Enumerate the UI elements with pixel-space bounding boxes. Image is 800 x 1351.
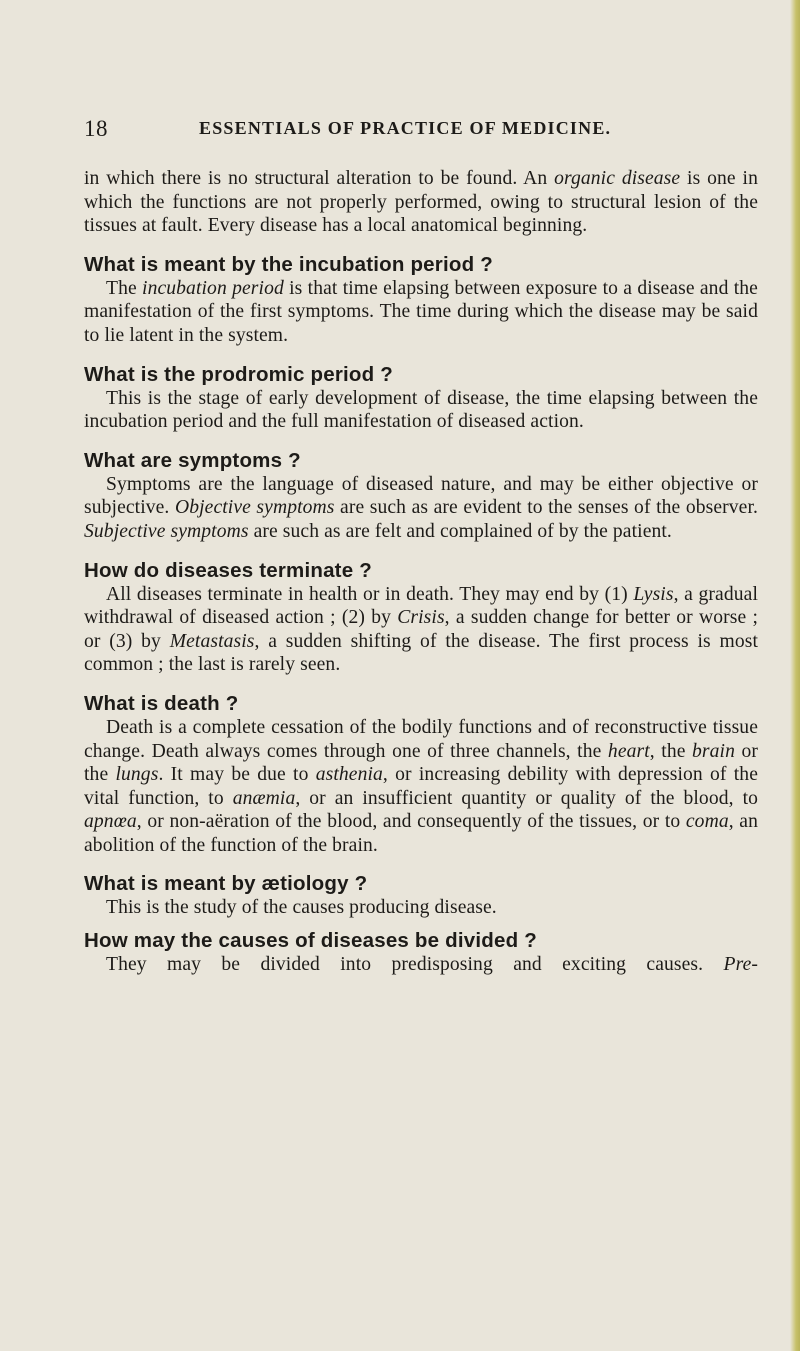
emphasis-term: Objective symptoms <box>174 497 335 519</box>
emphasis-term: Metastasis <box>169 630 255 652</box>
emphasis-term: brain <box>692 740 735 762</box>
emphasis-term: Subjective symptoms <box>84 520 249 542</box>
text-run: , or an insufficient quantity or quality of the blood, to <box>295 787 759 809</box>
emphasis-term: Pre- <box>723 954 758 976</box>
text-run: Symptoms are the language of diseased nature, and may be either objective or subjective. <box>84 473 758 519</box>
text-run: The <box>106 277 143 299</box>
answer-paragraph <box>84 896 758 920</box>
page-body <box>84 167 758 991</box>
text-run: Death is a complete cessation of the bodily functions and of reconstructive tissue change. Death always comes through one of three channels, the <box>84 716 758 762</box>
text-run: , the <box>649 740 693 762</box>
text-run: This is the stage of early development of disease, the time elapsing between the incubation period and the full manifestation of diseased action. <box>84 387 758 433</box>
answer-paragraph <box>84 583 758 677</box>
page-edge <box>790 0 800 1351</box>
section-death <box>84 691 758 858</box>
emphasis-term: lungs <box>115 764 159 786</box>
emphasis-term: anæmia <box>232 787 296 809</box>
text-run: are such as are evident to the senses of the observer. <box>334 497 759 519</box>
text-run: This is the study of the causes producing disease. <box>106 897 497 919</box>
question-heading: How do diseases terminate ? <box>84 558 372 582</box>
text-run: . It may be due to <box>158 764 316 786</box>
question-heading: What is meant by the incubation period ? <box>84 252 493 276</box>
page-number: 18 <box>84 116 108 141</box>
emphasis-term: incubation period <box>142 277 284 299</box>
emphasis-term: asthenia <box>315 764 383 786</box>
section-symptoms <box>84 448 758 544</box>
emphasis-term: coma <box>685 811 729 833</box>
text-run: , a sudden change for better or worse ; or (3) by <box>84 607 758 652</box>
text-run: , an abolition of the function of the brain. <box>84 811 758 856</box>
text-run: , a sudden shifting of the disease. The first process is most common ; the last is rarely seen. <box>84 630 758 676</box>
text-run: , or non-aëration of the blood, and consequently of the tissues, or to <box>136 811 686 833</box>
emphasis-term: apnœa <box>84 811 137 833</box>
answer-paragraph <box>84 387 758 434</box>
running-title: ESSENTIALS OF PRACTICE OF MEDICINE. <box>199 118 612 138</box>
section-causes-divided <box>84 928 758 977</box>
text-run: , or increasing debility with depression of the vital function, to <box>84 764 758 809</box>
answer-paragraph <box>84 473 758 544</box>
intro-paragraph <box>84 167 758 238</box>
emphasis-term: heart <box>607 740 650 762</box>
text-run: in which there is no structural alteration to be found. An <box>84 168 555 189</box>
section-aetiology <box>84 871 758 920</box>
text-run: or the <box>84 740 759 786</box>
section-prodromic-period <box>84 362 758 434</box>
text-run: is one in which the functions are not properly performed, owing to structural lesion of the tissues at fault. Every disease has a local anatomical beginning. <box>84 168 758 237</box>
question-heading: What is meant by ætiology ? <box>84 872 368 896</box>
text-run: All diseases terminate in health or in death. They may end by (1) <box>106 583 634 605</box>
section-terminate <box>84 558 758 677</box>
section-incubation-period <box>84 252 758 348</box>
question-heading: What is the prodromic period ? <box>84 362 393 386</box>
question-heading: How may the causes of diseases be divided ? <box>84 929 537 953</box>
text-run: They may be divided into predisposing and exciting causes. <box>106 954 724 976</box>
running-header <box>84 116 756 144</box>
text-run: is that time elapsing between exposure to a disease and the manifestation of the first symptoms. The time during which the disease may be said to lie latent in the system. <box>84 277 758 346</box>
emphasis-term: Lysis <box>633 583 674 605</box>
emphasis-term: organic disease <box>554 168 681 189</box>
text-run: , a gradual withdrawal of diseased action ; (2) by <box>84 583 758 629</box>
answer-paragraph <box>84 716 758 858</box>
question-heading: What is death ? <box>84 691 239 715</box>
answer-paragraph <box>84 953 758 977</box>
question-heading: What are symptoms ? <box>84 448 301 472</box>
text-run: are such as are felt and complained of by the patient. <box>248 520 672 542</box>
answer-paragraph <box>84 277 758 348</box>
emphasis-term: Crisis <box>397 607 445 629</box>
